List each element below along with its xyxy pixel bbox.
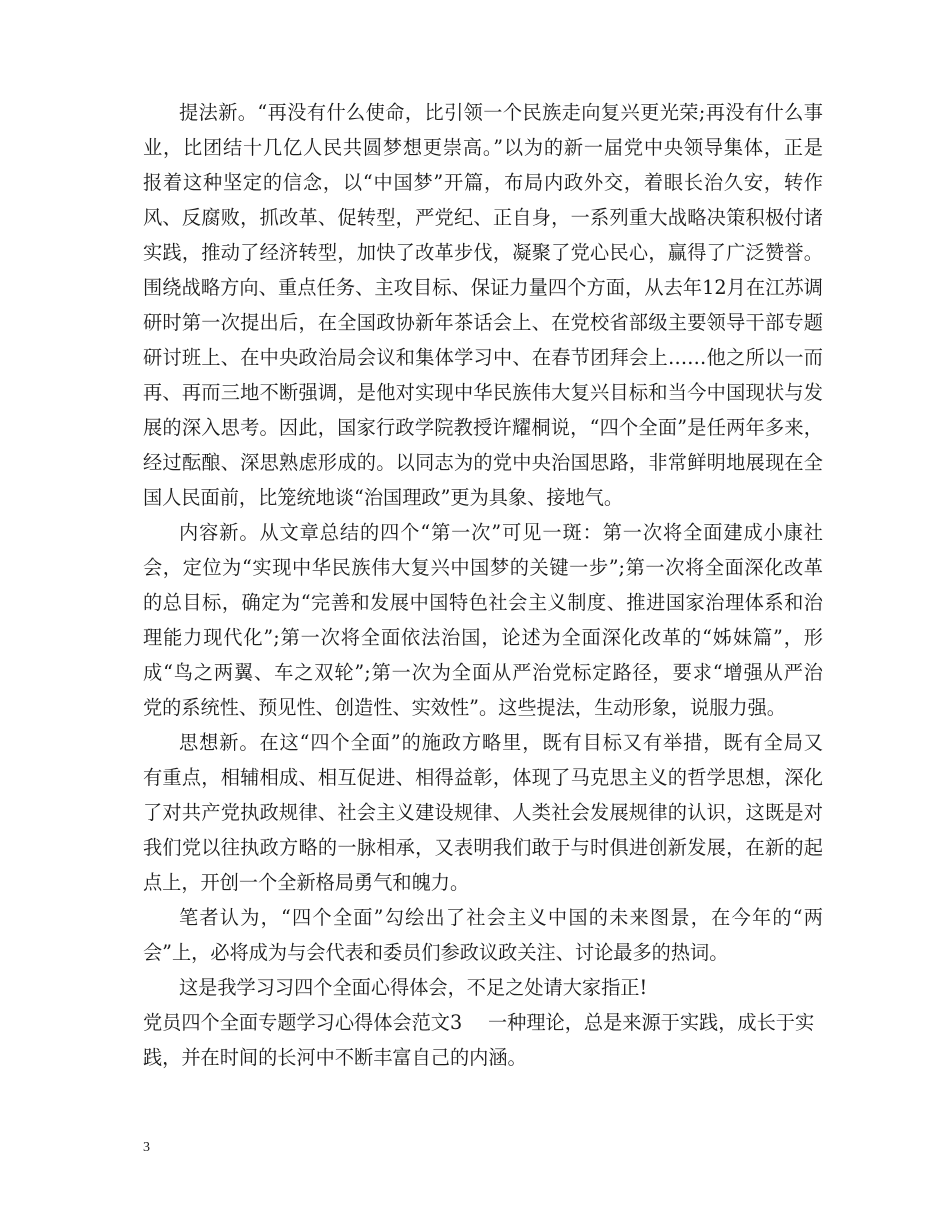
section-heading: 党员四个全面专题学习心得体会范文3 bbox=[143, 1011, 463, 1034]
text-line: 实践，推动了经济转型，加快了改革步伐，凝聚了党心民心，赢得了广泛赞誉。 bbox=[143, 241, 823, 264]
text-line: 点上，开创一个全新格局勇气和魄力。 bbox=[143, 871, 470, 894]
text-line: 经过酝酿、深思熟虑形成的。以同志为的党中央治国思路，非常鲜明地展现在全 bbox=[143, 451, 823, 474]
text-line: 笔者认为，“四个全面”勾绘出了社会主义中国的未来图景，在今年的“两 bbox=[179, 906, 823, 929]
text-line: 风、反腐败，抓改革、促转型，严党纪、正自身，一系列重大战略决策积极付诸 bbox=[143, 206, 823, 229]
paragraph-4 bbox=[143, 900, 823, 970]
text-line: 业，比团结十几亿人民共圆梦想更崇高。”以为的新一届党中央领导集体，正是 bbox=[143, 136, 823, 159]
text-line: 会”上，必将成为与会代表和委员们参政议政关注、讨论最多的热词。 bbox=[143, 941, 729, 964]
section-continuation: 一种理论，总是来源于实践，成长于实 bbox=[488, 1011, 815, 1034]
text-line: 有重点，相辅相成、相互促进、相得益彰，体现了马克思主义的哲学思想，深化 bbox=[143, 766, 823, 789]
text-line: 内容新。从文章总结的四个“第一次”可见一斑：第一次将全面建成小康社 bbox=[179, 521, 823, 544]
text-line: 报着这种坚定的信念，以“中国梦”开篇，布局内政外交，着眼长治久安，转作 bbox=[143, 171, 823, 194]
paragraph-2 bbox=[143, 515, 823, 725]
text-line: 研讨班上、在中央政治局会议和集体学习中、在春节团拜会上……他之所以一而 bbox=[143, 346, 823, 369]
document-body bbox=[143, 95, 823, 1075]
text-line: 提法新。“再没有什么使命，比引领一个民族走向复兴更光荣;再没有什么事 bbox=[179, 101, 823, 124]
page-number: 3 bbox=[143, 1140, 150, 1155]
text-line: 成“鸟之两翼、车之双轮”;第一次为全面从严治党标定路径，要求“增强从严治 bbox=[143, 661, 823, 684]
section-heading-line bbox=[143, 1005, 823, 1040]
text-line: 的总目标，确定为“完善和发展中国特色社会主义制度、推进国家治理体系和治 bbox=[143, 591, 823, 614]
text-line: 理能力现代化”;第一次将全面依法治国，论述为全面深化改革的“姊妹篇”，形 bbox=[143, 626, 823, 649]
paragraph-5 bbox=[143, 970, 823, 1005]
text-line: 会，定位为“实现中华民族伟大复兴中国梦的关键一步”;第一次将全面深化改革 bbox=[143, 556, 823, 579]
text-line: 践，并在时间的长河中不断丰富自己的内涵。 bbox=[143, 1046, 527, 1069]
text-line: 思想新。在这“四个全面”的施政方略里，既有目标又有举措，既有全局又 bbox=[179, 731, 823, 754]
text-line: 国人民面前，比笼统地谈“治国理政”更为具象、接地气。 bbox=[143, 486, 624, 509]
section-start bbox=[143, 1005, 823, 1075]
paragraph-3 bbox=[143, 725, 823, 900]
text-line: 这是我学习习四个全面心得体会，不足之处请大家指正! bbox=[179, 976, 648, 999]
text-line: 展的深入思考。因此，国家行政学院教授许耀桐说，“四个全面”是任两年多来， bbox=[143, 416, 823, 439]
text-line: 围绕战略方向、重点任务、主攻目标、保证力量四个方面，从去年12月在江苏调 bbox=[143, 276, 823, 299]
text-line: 研时第一次提出后，在全国政协新年茶话会上、在党校省部级主要领导干部专题 bbox=[143, 311, 823, 334]
text-line: 我们党以往执政方略的一脉相承，又表明我们敢于与时俱进创新发展，在新的起 bbox=[143, 836, 823, 859]
text-line: 党的系统性、预见性、创造性、实效性”。这些提法，生动形象，说服力强。 bbox=[143, 696, 786, 719]
text-line: 了对共产党执政规律、社会主义建设规律、人类社会发展规律的认识，这既是对 bbox=[143, 801, 823, 824]
paragraph-1 bbox=[143, 95, 823, 515]
text-line: 再、再而三地不断强调，是他对实现中华民族伟大复兴目标和当今中国现状与发 bbox=[143, 381, 823, 404]
